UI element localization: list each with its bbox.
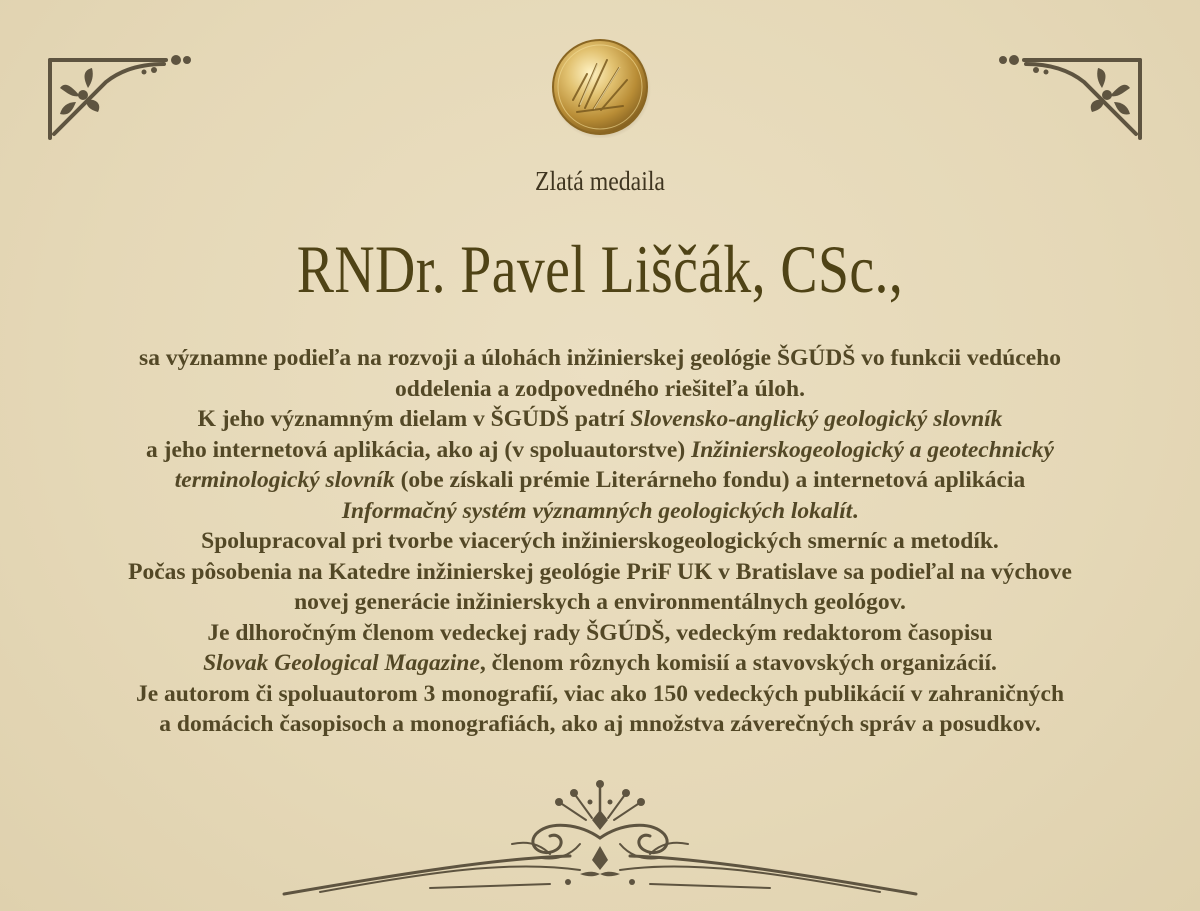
citation-line: a domácich časopisoch a monografiách, ako aj množstva záverečných správ a posudkov. bbox=[159, 711, 1041, 737]
corner-flourish-right-icon bbox=[998, 52, 1144, 142]
citation-text-segment: K jeho významným dielam v ŠGÚDŠ patrí bbox=[197, 406, 631, 432]
book-title-terminologicky-cont: terminologický slovník bbox=[174, 467, 395, 493]
citation-line bbox=[60, 404, 1140, 435]
book-title-terminologicky: Inžinierskogeologický a geotechnický bbox=[691, 436, 1054, 463]
citation-line: sa významne podieľa na rozvoji a úlohách inžinierskej geológie ŠGÚDŠ vo funkcii vedúceho bbox=[139, 345, 1061, 371]
gold-medal-icon bbox=[549, 36, 651, 138]
citation-line bbox=[60, 496, 1140, 527]
journal-title: Slovak Geological Magazine bbox=[203, 650, 480, 676]
citation-line: novej generácie inžinierskych a environmentálnych geológov. bbox=[294, 589, 906, 615]
citation-text-segment: . bbox=[852, 497, 859, 524]
citation-line bbox=[60, 465, 1140, 496]
citation-line: Spolupracoval pri tvorbe viacerých inžinierskogeologických smerníc a metodík. bbox=[201, 528, 999, 554]
citation-text bbox=[60, 343, 1140, 740]
citation-text-segment: a jeho internetová aplikácia, ako aj (v spoluautorstve) bbox=[146, 436, 692, 463]
award-title: Zlatá medaila bbox=[535, 166, 665, 196]
recipient-name: RNDr. Pavel Liščák, CSc., bbox=[296, 231, 904, 307]
citation-line bbox=[60, 648, 1140, 679]
application-title: Informačný systém významných geologických lokalít bbox=[341, 497, 853, 524]
corner-flourish-left-icon bbox=[46, 52, 192, 142]
citation-text-segment: , členom rôznych komisií a stavovských organizácií. bbox=[479, 650, 997, 676]
citation-line: Počas pôsobenia na Katedre inžinierskej geológie PriF UK v Bratislave sa podieľal na výchove bbox=[128, 558, 1072, 585]
citation-line bbox=[60, 435, 1140, 466]
book-title-slovnik: Slovensko-anglický geologický slovník bbox=[630, 406, 1003, 432]
citation-text-segment: (obe získali prémie Literárneho fondu) a internetová aplikácia bbox=[394, 467, 1026, 493]
citation-line: Je dlhoročným členom vedeckej rady ŠGÚDŠ, vedeckým redaktorom časopisu bbox=[207, 619, 993, 646]
decorative-divider-icon bbox=[280, 774, 920, 899]
citation-line: oddelenia a zodpovedného riešiteľa úloh. bbox=[395, 375, 805, 402]
citation-line: Je autorom či spoluautorom 3 monografií, viac ako 150 vedeckých publikácií v zahraničných bbox=[135, 680, 1065, 707]
